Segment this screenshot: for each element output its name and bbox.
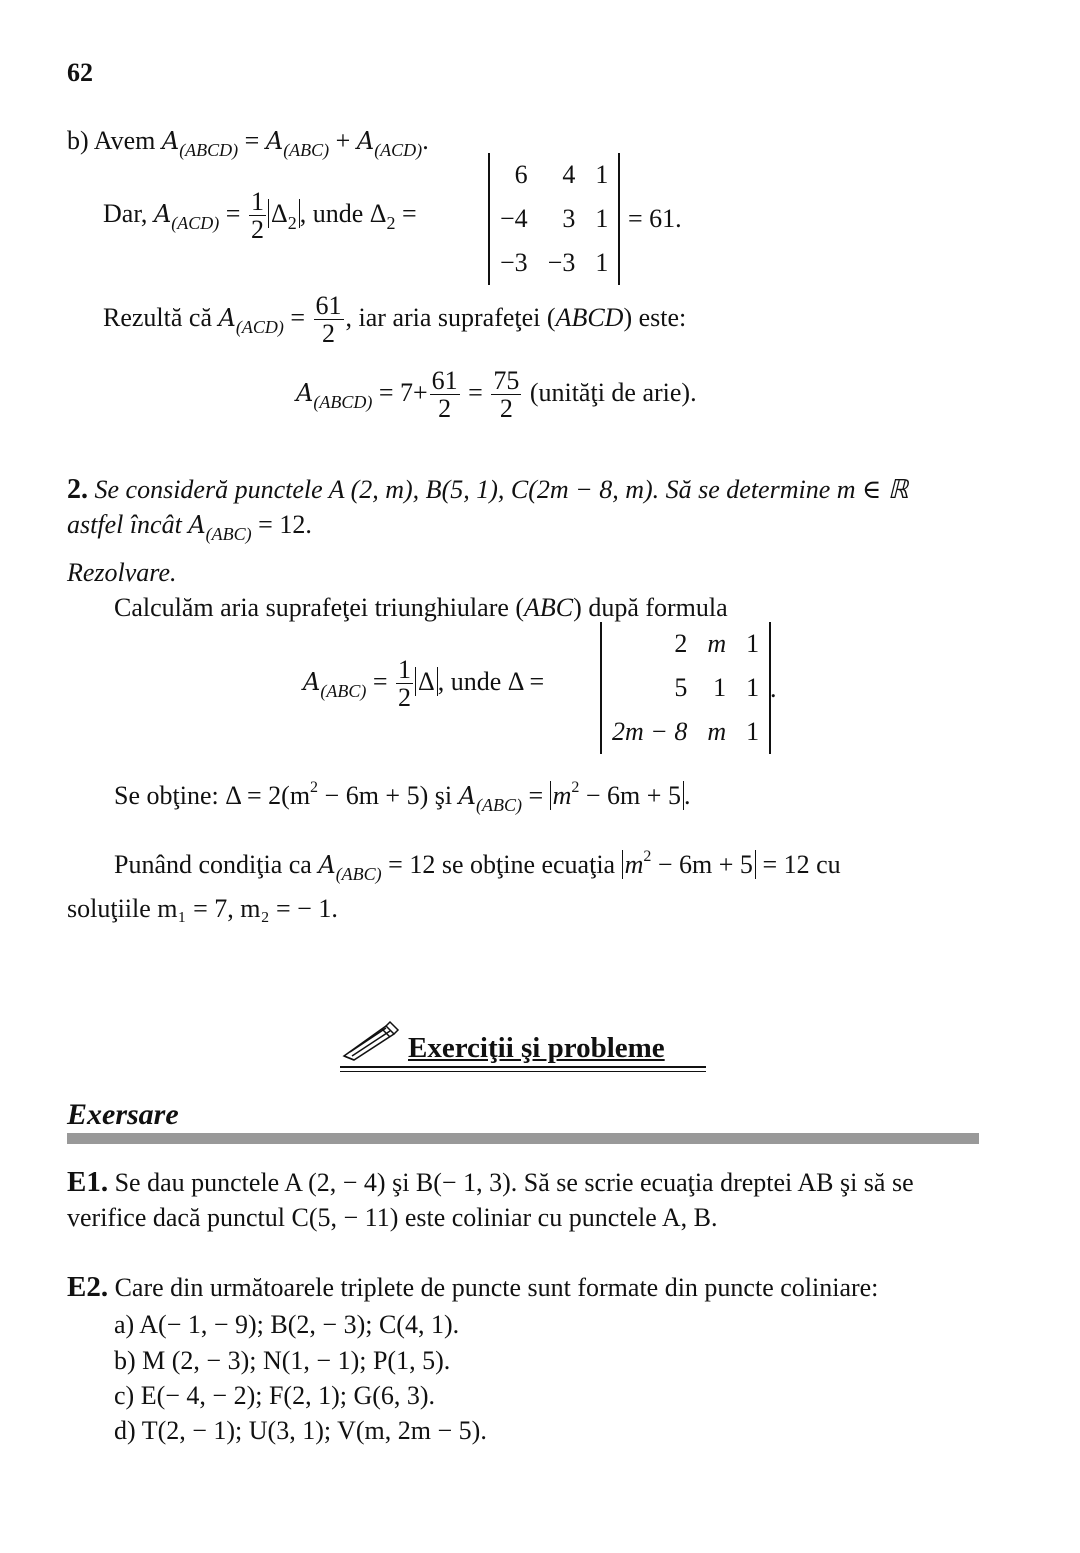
text: , iar aria suprafeţei ( [345,302,556,332]
list-item: d) T(2, − 1); U(3, 1); V(m, 2m − 5). [114,1416,487,1445]
determinant-delta [600,622,771,754]
text: b) Avem [67,126,156,155]
text: = [238,126,266,155]
text: = 12. [251,510,312,539]
abs-delta: Δ [415,667,438,696]
text: = [461,377,490,407]
text: − 6m + 5) şi [318,781,459,810]
determinant-cell: 1 [595,204,609,233]
subsection-title: Exersare [67,1098,179,1131]
subscript: (ABC) [283,140,330,160]
text: ) după formula [573,593,728,622]
text: (unităţi de arie). [529,377,697,407]
subscript: (ABCD) [179,140,239,160]
area-symbol: A [356,127,375,155]
list-item: a) A(− 1, − 9); B(2, − 3); C(4, 1). [114,1310,460,1339]
solutions: soluţiile m₁ = 7, m₂ = − 1. [67,894,338,923]
area-symbol: A [218,303,236,332]
determinant-row [490,241,618,285]
superscript: 2 [643,848,652,865]
subscript: (ABCD) [313,391,373,412]
superscript: 2 [571,779,580,796]
text: m [624,850,644,879]
determinant-cell: 1 [595,248,609,277]
text: = [395,198,417,228]
problem2-statement [67,476,908,504]
superscript: 2 [310,779,319,796]
area-symbol: A [318,851,336,879]
determinant-cell: 5 [674,673,688,702]
abs-expression [622,850,756,879]
determinant-cell: 4 [562,160,576,189]
text: Punând condiţia ca [114,850,319,879]
section-title: Exerciţii şi probleme [408,1032,665,1064]
numerator: 61 [431,366,458,395]
area-symbol: A [161,127,180,155]
text: , unde Δ = [437,666,545,696]
text: ABCD [555,302,624,332]
subscript: (ABC) [475,795,522,815]
section-rule [67,1133,979,1144]
determinant-cell: 3 [562,204,576,233]
fraction [430,367,460,423]
text: . [683,781,691,810]
obtine-line [114,780,690,814]
title-underline [340,1066,706,1068]
subscript: 2 [386,212,396,233]
text: . [770,674,777,703]
subscript: (ACD) [235,316,284,337]
text: ) este: [623,302,687,332]
determinant-cell: m [707,629,727,658]
determinant-cell: −3 [547,248,576,277]
text: Se obţine: Δ = 2(m [114,781,311,810]
punand-line [114,849,978,883]
area-symbol: A [188,511,206,539]
subscript: (ABC) [205,524,252,544]
exercise-e2 [67,1273,878,1302]
area-symbol: A [458,782,476,810]
subscript: 2 [287,212,297,233]
subscript: (ACD) [171,212,220,233]
text: Δ [270,198,288,228]
determinant-cell: 2m − 8 [612,717,688,746]
area-symbol: A [303,667,321,696]
text: Rezultă că [103,302,212,332]
determinant-cell: 1 [746,673,760,702]
part-b-line1 [67,128,429,159]
text: m [552,781,572,810]
fraction [249,188,266,244]
numerator: 75 [493,366,520,395]
determinant-cell: 2 [674,629,688,658]
determinant-row [602,666,769,710]
part-b-line4 [296,367,697,423]
page-number: 62 [67,58,93,87]
determinant-cell: 1 [746,629,760,658]
subscript: (ACD) [374,140,423,160]
numerator: 61 [315,291,342,320]
determinant-cell: 6 [514,160,528,189]
area-symbol: A [153,199,172,228]
determinant-delta2 [488,153,620,285]
text: Care din următoarele triplete de puncte sunt formate din puncte coliniare: [114,1273,879,1302]
text: = 12 se obţine ecuaţia [381,850,622,879]
determinant-row [490,197,618,241]
exercise-number: E2. [67,1271,109,1303]
text: Dar, [103,198,148,228]
denominator: 2 [499,394,513,424]
text: verifice dacă punctul C(5, − 11) este coliniar cu punctele A, B. [67,1203,718,1232]
text: − 6m + 5 [579,781,681,810]
abs-delta [268,198,300,233]
text: ABC [524,593,574,622]
pencil-icon [340,1016,402,1062]
title-underline [340,1071,706,1072]
text: Se dau punctele A (2, − 4) şi B(− 1, 3). Să se scrie ecuaţia dreptei AB şi să se [114,1168,914,1197]
text: = [219,198,247,228]
determinant-cell: −3 [500,248,528,277]
subscript: (ABC) [335,864,382,884]
determinant-row [602,710,769,754]
text: = [366,666,394,696]
determinant-row [490,153,618,197]
text: − 6m + 5 [651,850,753,879]
text: = 7+ [372,377,428,407]
abs-expression [550,781,684,810]
fraction [314,292,344,348]
text: = 12 cu [755,850,841,879]
fraction [396,656,413,712]
exercise-e1 [67,1168,914,1197]
determinant-row [602,622,769,666]
calc-line [114,595,728,621]
area-symbol: A [296,378,314,407]
denominator: 2 [322,319,336,349]
list-item: c) E(− 4, − 2); F(2, 1); G(6, 3). [114,1381,436,1410]
formula-line [303,656,544,712]
determinant-cell: 1 [746,717,760,746]
area-symbol: A [265,127,284,155]
rezolvare-label: Rezolvare. [67,558,177,587]
problem-number: 2. [67,474,88,505]
text: . [422,126,429,155]
denominator: 2 [438,394,452,424]
text: = [521,781,550,810]
numerator: 1 [398,655,411,684]
numerator: 1 [250,187,264,216]
determinant-cell: m [707,717,727,746]
text: + [329,126,357,155]
text: astfel încât [67,510,182,539]
text: = 61. [628,204,682,233]
text: Se consideră punctele A (2, m), B(5, 1), C(2m − 8, m). Să se determine m ∈ ℝ [94,475,909,504]
determinant-cell: 1 [595,160,609,189]
part-b-line2 [103,188,417,244]
text: , unde Δ [299,198,387,228]
text: Calculăm aria suprafeţei triunghiulare ( [114,593,525,622]
problem2-statement2 [67,512,312,543]
subscript: (ABC) [320,680,367,701]
exercise-number: E1. [67,1166,109,1198]
text: = [283,302,312,332]
determinant-cell: −4 [500,204,528,233]
denominator: 2 [398,683,411,713]
list-item: b) M (2, − 3); N(1, − 1); P(1, 5). [114,1346,451,1375]
part-b-line3 [103,292,686,348]
denominator: 2 [250,215,264,245]
determinant-cell: 1 [713,673,727,702]
fraction [491,367,521,423]
